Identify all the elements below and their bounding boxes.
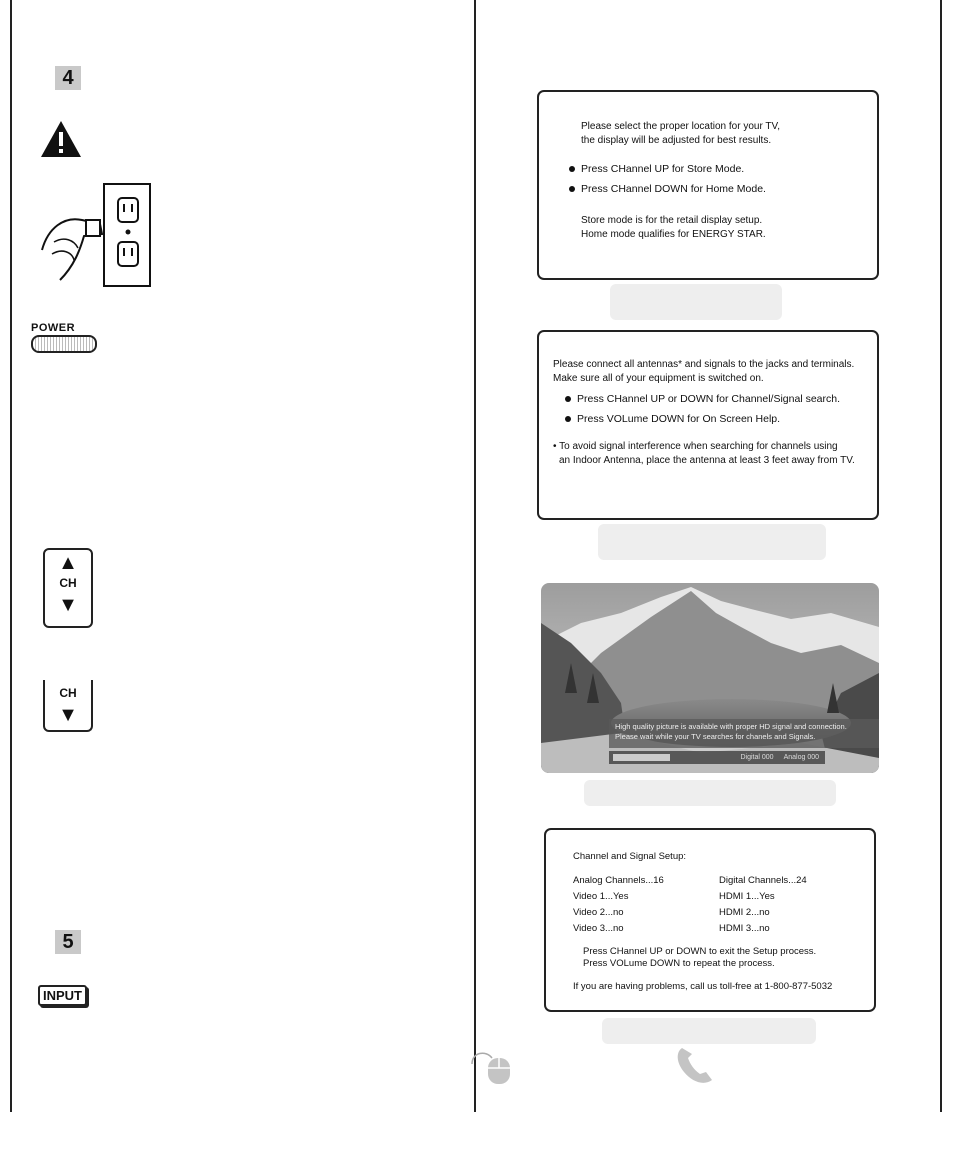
search-message [609,719,879,748]
channel-search-screen [541,583,879,773]
right-page-border [940,0,942,1112]
step-5-badge: 5 [55,930,81,954]
hdmi3-status: HDMI 3...no [719,923,770,934]
screen2-caption [598,524,826,560]
search-message-line2: Please wait while your TV searches for chanels and Signals. [615,732,816,741]
warning-triangle-icon [40,120,82,163]
power-key-label: POWER [31,322,76,334]
plug-outlet-icon [34,180,154,295]
screen4-title: Channel and Signal Setup: [573,851,687,862]
hdmi2-status: HDMI 2...no [719,907,770,918]
screen2-intro-line2: Make sure all of your equipment is switched on. [553,373,764,384]
location-select-screen [537,90,879,280]
screen3-caption [584,780,836,806]
connect-antennas-screen [537,330,879,520]
search-message-line1: High quality picture is available with proper HD signal and connection. [615,722,847,731]
setup-results-grid [573,874,874,936]
progress-fill [613,754,670,761]
hdmi1-status: HDMI 1...Yes [719,891,775,902]
ch-label: CH [59,576,77,590]
screen1-bullet: Press CHannel DOWN for Home Mode. [569,182,877,196]
setup-summary-screen [544,828,876,1012]
power-key [31,322,97,353]
screen2-bullet: Press CHannel UP or DOWN for Channel/Signal search. [565,392,877,406]
ch-down-key [43,680,93,732]
screen4-help-line: If you are having problems, call us toll-free at 1-800-877-5032 [573,981,833,992]
center-page-border [474,0,476,1112]
ch-down-arrow-icon: ▼ [58,704,78,726]
step-4-badge: 4 [55,66,81,90]
ch-up-down-key [43,548,93,628]
power-key-button [31,335,97,353]
screen4-caption [602,1018,816,1044]
mouse-icon [470,1048,514,1091]
video3-status: Video 3...no [573,923,624,934]
analog-channels: Analog Channels...16 [573,875,664,886]
screen1-note-line1: Store mode is for the retail display setup. [581,215,763,226]
screen1-caption [610,284,782,320]
phone-icon [674,1044,718,1091]
search-progress-bar [609,751,825,764]
screen2-bullet: Press VOLume DOWN for On Screen Help. [565,412,877,426]
screen2-note-line1: • To avoid signal interference when searching for channels using [553,441,838,452]
screen2-intro-line1: Please connect all antennas* and signals to the jacks and terminals. [553,359,855,370]
screen1-bullet: Press CHannel UP for Store Mode. [569,162,877,176]
screen1-note-line2: Home mode qualifies for ENERGY STAR. [581,229,766,240]
left-page-border [10,0,12,1112]
screen2-note-line2: an Indoor Antenna, place the antenna at least 3 feet away from TV. [559,455,855,466]
screen4-instr-line2: Press VOLume DOWN to repeat the process. [583,958,775,969]
ch-label: CH [59,686,77,700]
digital-channels: Digital Channels...24 [719,875,807,886]
screen4-instr-line1: Press CHannel UP or DOWN to exit the Setup process. [583,946,817,957]
ch-down-arrow-icon: ▼ [58,594,78,616]
video1-status: Video 1...Yes [573,891,629,902]
input-key: INPUT [38,985,87,1006]
ch-up-arrow-icon: ▲ [58,552,78,574]
screen1-intro-line1: Please select the proper location for your TV, [581,121,781,132]
analog-count: Analog 000 [783,754,819,761]
digital-count: Digital 000 [740,754,774,761]
video2-status: Video 2...no [573,907,624,918]
screen1-intro-line2: the display will be adjusted for best results. [581,135,772,146]
